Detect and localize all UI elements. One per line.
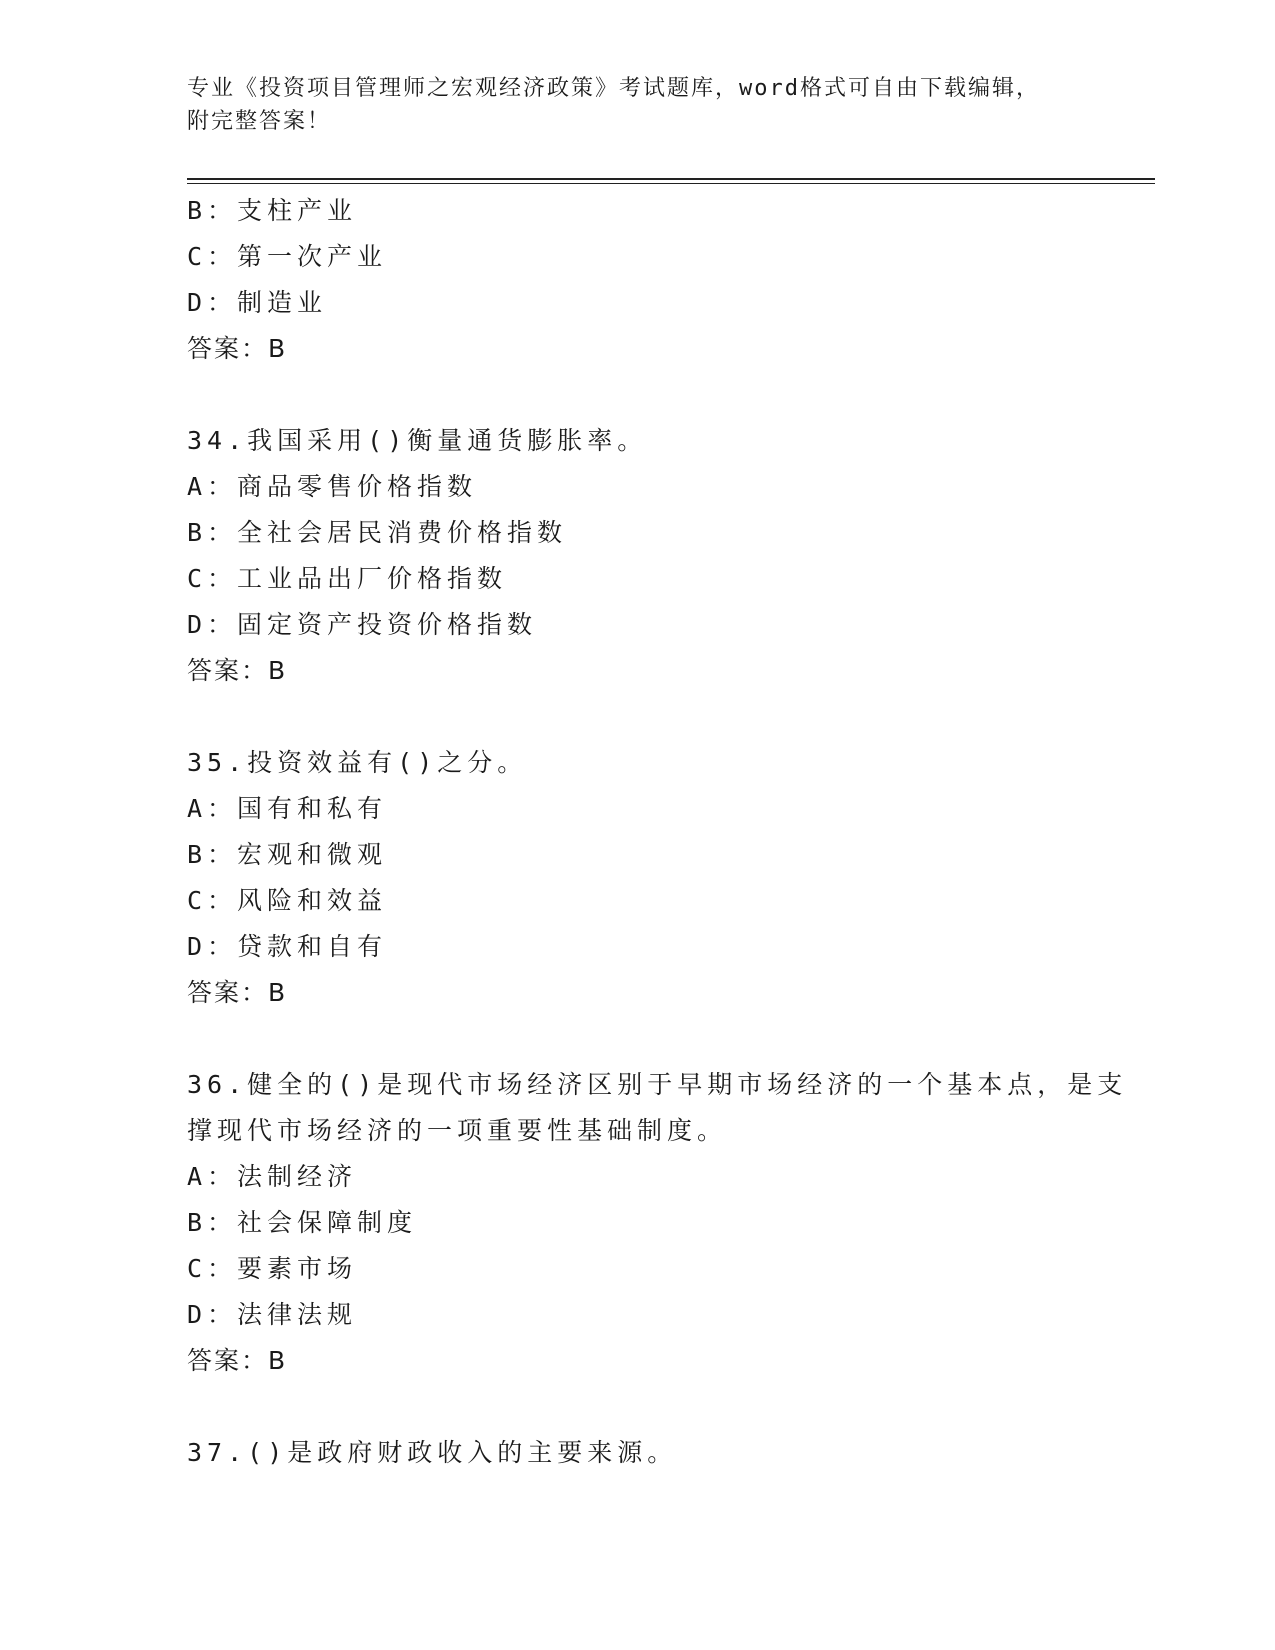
question-text: 37.()是政府财政收入的主要来源。	[187, 1438, 678, 1467]
option-c: C：工业品出厂价格指数	[187, 564, 508, 593]
question-text: 35.投资效益有()之分。	[187, 748, 528, 777]
question-34	[187, 418, 1087, 694]
question-37	[187, 1430, 1087, 1476]
option-d: D：贷款和自有	[187, 932, 388, 961]
question-list	[187, 188, 1128, 1476]
answer: 答案：B	[187, 978, 288, 1007]
header-divider-thick	[187, 178, 1155, 180]
option-d: D：法律法规	[187, 1300, 358, 1329]
option-a: A：国有和私有	[187, 794, 388, 823]
document-header	[187, 72, 1087, 138]
header-line-2: 附完整答案！	[187, 109, 332, 134]
spacer	[187, 1384, 1087, 1430]
option-d: D：制造业	[187, 288, 328, 317]
option-b: B：全社会居民消费价格指数	[187, 518, 568, 547]
option-b: B：社会保障制度	[187, 1208, 418, 1237]
option-d: D：固定资产投资价格指数	[187, 610, 538, 639]
option-b: B：宏观和微观	[187, 840, 388, 869]
option-b: B：支柱产业	[187, 196, 358, 225]
option-c: C：第一次产业	[187, 242, 388, 271]
header-divider-thin	[187, 183, 1155, 184]
option-a: A：法制经济	[187, 1162, 358, 1191]
header-line-1: 专业《投资项目管理师之宏观经济政策》考试题库，word格式可自由下载编辑，	[187, 76, 1040, 101]
question-36	[187, 1062, 1128, 1384]
option-c: C：风险和效益	[187, 886, 388, 915]
question-35	[187, 740, 1087, 1016]
question-text: 34.我国采用()衡量通货膨胀率。	[187, 426, 648, 455]
question-text-line-1: 36.健全的()是现代市场经济区别于早期市场经济的一个基本点，是支	[187, 1070, 1128, 1099]
answer: 答案：B	[187, 334, 288, 363]
answer: 答案：B	[187, 656, 288, 685]
spacer	[187, 1016, 1087, 1062]
spacer	[187, 694, 1087, 740]
option-a: A：商品零售价格指数	[187, 472, 478, 501]
question-33-tail	[187, 188, 1087, 372]
answer: 答案：B	[187, 1346, 288, 1375]
question-text-line-2: 撑现代市场经济的一项重要性基础制度。	[187, 1116, 728, 1145]
option-c: C：要素市场	[187, 1254, 358, 1283]
spacer	[187, 372, 1087, 418]
